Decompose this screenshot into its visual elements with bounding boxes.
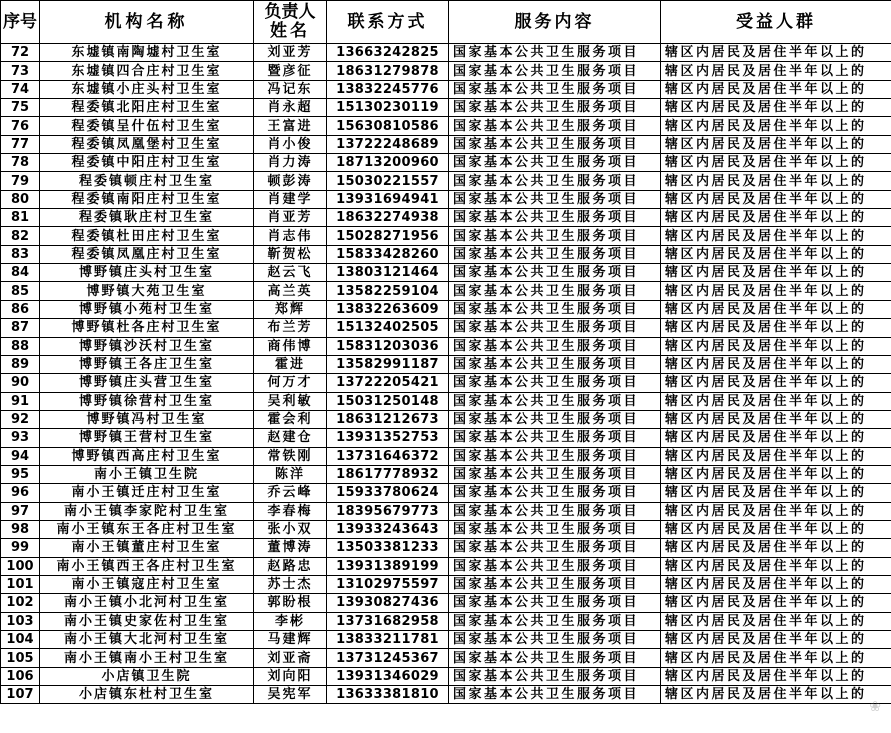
row-phone: 13933243643 (327, 520, 449, 538)
row-group: 辖区内居民及居住半年以上的 (661, 667, 891, 685)
row-org: 南小王镇西王各庄村卫生室 (40, 557, 254, 575)
row-phone: 13832263609 (327, 300, 449, 318)
table-row (1, 649, 891, 667)
row-phone: 13931694941 (327, 190, 449, 208)
row-no: 93 (1, 429, 40, 447)
table-row (1, 631, 891, 649)
header-phone: 联系方式 (327, 1, 449, 44)
row-service: 国家基本公共卫生服务项目 (449, 667, 661, 685)
row-no: 79 (1, 172, 40, 190)
row-group: 辖区内居民及居住半年以上的 (661, 319, 891, 337)
row-no: 80 (1, 190, 40, 208)
row-no: 104 (1, 631, 40, 649)
row-service: 国家基本公共卫生服务项目 (449, 172, 661, 190)
row-org: 程委镇杜田庄村卫生室 (40, 227, 254, 245)
row-group: 辖区内居民及居住半年以上的 (661, 209, 891, 227)
row-phone: 15833428260 (327, 245, 449, 263)
row-name: 吴宪军 (254, 686, 327, 704)
row-no: 98 (1, 520, 40, 538)
row-group: 辖区内居民及居住半年以上的 (661, 62, 891, 80)
row-group: 辖区内居民及居住半年以上的 (661, 557, 891, 575)
row-no: 84 (1, 264, 40, 282)
row-group: 辖区内居民及居住半年以上的 (661, 575, 891, 593)
row-no: 105 (1, 649, 40, 667)
row-name: 顿彭涛 (254, 172, 327, 190)
row-group: 辖区内居民及居住半年以上的 (661, 649, 891, 667)
row-org: 程委镇顿庄村卫生室 (40, 172, 254, 190)
row-group: 辖区内居民及居住半年以上的 (661, 686, 891, 704)
table-row (1, 392, 891, 410)
table-row (1, 539, 891, 557)
row-group: 辖区内居民及居住半年以上的 (661, 245, 891, 263)
row-name: 董博涛 (254, 539, 327, 557)
row-org: 南小王镇大北河村卫生室 (40, 631, 254, 649)
row-phone: 13722205421 (327, 374, 449, 392)
row-org: 博野镇大苑卫生室 (40, 282, 254, 300)
row-service: 国家基本公共卫生服务项目 (449, 62, 661, 80)
table-row (1, 209, 891, 227)
table-row (1, 227, 891, 245)
table-row (1, 319, 891, 337)
row-phone: 13832245776 (327, 80, 449, 98)
header-row (1, 1, 891, 44)
row-phone: 18713200960 (327, 154, 449, 172)
row-name: 肖亚芳 (254, 209, 327, 227)
row-service: 国家基本公共卫生服务项目 (449, 264, 661, 282)
row-phone: 15933780624 (327, 484, 449, 502)
row-service: 国家基本公共卫生服务项目 (449, 631, 661, 649)
row-service: 国家基本公共卫生服务项目 (449, 520, 661, 538)
row-name: 乔云峰 (254, 484, 327, 502)
row-name: 霍会利 (254, 410, 327, 428)
row-no: 83 (1, 245, 40, 263)
row-group: 辖区内居民及居住半年以上的 (661, 172, 891, 190)
row-service: 国家基本公共卫生服务项目 (449, 117, 661, 135)
table-row (1, 575, 891, 593)
table-row (1, 282, 891, 300)
row-group: 辖区内居民及居住半年以上的 (661, 227, 891, 245)
row-no: 100 (1, 557, 40, 575)
table-row (1, 62, 891, 80)
row-no: 96 (1, 484, 40, 502)
row-org: 南小王镇史家佐村卫生室 (40, 612, 254, 630)
row-service: 国家基本公共卫生服务项目 (449, 465, 661, 483)
row-service: 国家基本公共卫生服务项目 (449, 557, 661, 575)
row-no: 97 (1, 502, 40, 520)
row-name: 苏士杰 (254, 575, 327, 593)
row-org: 南小王镇寇庄村卫生室 (40, 575, 254, 593)
row-phone: 15031250148 (327, 392, 449, 410)
row-no: 91 (1, 392, 40, 410)
row-no: 103 (1, 612, 40, 630)
row-name: 常铁刚 (254, 447, 327, 465)
row-service: 国家基本公共卫生服务项目 (449, 209, 661, 227)
row-phone: 18631212673 (327, 410, 449, 428)
header-service: 服务内容 (449, 1, 661, 44)
row-org: 程委镇南阳庄村卫生室 (40, 190, 254, 208)
row-no: 107 (1, 686, 40, 704)
row-org: 程委镇中阳庄村卫生室 (40, 154, 254, 172)
row-service: 国家基本公共卫生服务项目 (449, 612, 661, 630)
row-phone: 13102975597 (327, 575, 449, 593)
table-row (1, 447, 891, 465)
row-phone: 13633381810 (327, 686, 449, 704)
row-group: 辖区内居民及居住半年以上的 (661, 392, 891, 410)
row-phone: 13663242825 (327, 44, 449, 62)
row-name: 何万才 (254, 374, 327, 392)
row-group: 辖区内居民及居住半年以上的 (661, 410, 891, 428)
row-group: 辖区内居民及居住半年以上的 (661, 520, 891, 538)
table-row (1, 594, 891, 612)
row-service: 国家基本公共卫生服务项目 (449, 649, 661, 667)
row-service: 国家基本公共卫生服务项目 (449, 594, 661, 612)
table-row (1, 190, 891, 208)
row-org: 程委镇凤凰堡村卫生室 (40, 135, 254, 153)
row-name: 郑辉 (254, 300, 327, 318)
row-service: 国家基本公共卫生服务项目 (449, 429, 661, 447)
row-phone: 15831203036 (327, 337, 449, 355)
row-name: 肖力涛 (254, 154, 327, 172)
row-service: 国家基本公共卫生服务项目 (449, 300, 661, 318)
row-phone: 18631279878 (327, 62, 449, 80)
table-row (1, 99, 891, 117)
row-name: 刘向阳 (254, 667, 327, 685)
row-org: 博野镇杜各庄村卫生室 (40, 319, 254, 337)
row-service: 国家基本公共卫生服务项目 (449, 447, 661, 465)
row-org: 博野镇西高庄村卫生室 (40, 447, 254, 465)
table-row (1, 44, 891, 62)
header-name-line2: 姓名 (270, 21, 310, 41)
row-org: 程委镇北阳庄村卫生室 (40, 99, 254, 117)
row-phone: 15030221557 (327, 172, 449, 190)
row-no: 90 (1, 374, 40, 392)
row-phone: 15130230119 (327, 99, 449, 117)
row-group: 辖区内居民及居住半年以上的 (661, 190, 891, 208)
table-row (1, 172, 891, 190)
row-service: 国家基本公共卫生服务项目 (449, 135, 661, 153)
row-org: 程委镇呈什伍村卫生室 (40, 117, 254, 135)
row-no: 101 (1, 575, 40, 593)
row-service: 国家基本公共卫生服务项目 (449, 227, 661, 245)
row-no: 81 (1, 209, 40, 227)
row-no: 87 (1, 319, 40, 337)
row-no: 75 (1, 99, 40, 117)
row-no: 106 (1, 667, 40, 685)
row-org: 博野镇沙沃村卫生室 (40, 337, 254, 355)
row-no: 77 (1, 135, 40, 153)
row-group: 辖区内居民及居住半年以上的 (661, 154, 891, 172)
row-org: 博野镇庄头营卫生室 (40, 374, 254, 392)
table-row (1, 465, 891, 483)
row-group: 辖区内居民及居住半年以上的 (661, 539, 891, 557)
row-service: 国家基本公共卫生服务项目 (449, 319, 661, 337)
row-service: 国家基本公共卫生服务项目 (449, 410, 661, 428)
row-org: 东墟镇四合庄村卫生室 (40, 62, 254, 80)
table-row (1, 612, 891, 630)
row-org: 程委镇凤凰庄村卫生室 (40, 245, 254, 263)
row-group: 辖区内居民及居住半年以上的 (661, 374, 891, 392)
row-no: 73 (1, 62, 40, 80)
row-name: 刘亚芳 (254, 44, 327, 62)
row-phone: 13731245367 (327, 649, 449, 667)
row-name: 郭盼根 (254, 594, 327, 612)
header-name-line1: 负责人 (264, 2, 316, 22)
row-phone: 18395679773 (327, 502, 449, 520)
table-row (1, 502, 891, 520)
row-no: 85 (1, 282, 40, 300)
table-row (1, 355, 891, 373)
row-phone: 13582991187 (327, 355, 449, 373)
row-service: 国家基本公共卫生服务项目 (449, 154, 661, 172)
row-group: 辖区内居民及居住半年以上的 (661, 99, 891, 117)
row-group: 辖区内居民及居住半年以上的 (661, 80, 891, 98)
row-group: 辖区内居民及居住半年以上的 (661, 44, 891, 62)
row-name: 商伟博 (254, 337, 327, 355)
table-row (1, 300, 891, 318)
row-name: 肖志伟 (254, 227, 327, 245)
row-no: 89 (1, 355, 40, 373)
row-name: 赵路忠 (254, 557, 327, 575)
row-service: 国家基本公共卫生服务项目 (449, 575, 661, 593)
row-name: 赵建仓 (254, 429, 327, 447)
row-org: 东墟镇小庄头村卫生室 (40, 80, 254, 98)
row-phone: 13931352753 (327, 429, 449, 447)
row-group: 辖区内居民及居住半年以上的 (661, 135, 891, 153)
row-name: 高兰英 (254, 282, 327, 300)
table-row (1, 264, 891, 282)
row-phone: 13731682958 (327, 612, 449, 630)
table-row (1, 245, 891, 263)
row-name: 肖永超 (254, 99, 327, 117)
row-group: 辖区内居民及居住半年以上的 (661, 117, 891, 135)
row-service: 国家基本公共卫生服务项目 (449, 282, 661, 300)
row-group: 辖区内居民及居住半年以上的 (661, 631, 891, 649)
table-row (1, 557, 891, 575)
table-row (1, 337, 891, 355)
row-no: 82 (1, 227, 40, 245)
row-phone: 13503381233 (327, 539, 449, 557)
row-service: 国家基本公共卫生服务项目 (449, 539, 661, 557)
row-service: 国家基本公共卫生服务项目 (449, 392, 661, 410)
row-no: 76 (1, 117, 40, 135)
row-group: 辖区内居民及居住半年以上的 (661, 429, 891, 447)
row-phone: 15028271956 (327, 227, 449, 245)
row-name: 李春梅 (254, 502, 327, 520)
row-name: 赵云飞 (254, 264, 327, 282)
table-row (1, 686, 891, 704)
row-org: 博野镇徐营村卫生室 (40, 392, 254, 410)
row-phone: 13731646372 (327, 447, 449, 465)
row-name: 暨彦征 (254, 62, 327, 80)
row-no: 95 (1, 465, 40, 483)
row-name: 肖建学 (254, 190, 327, 208)
row-no: 78 (1, 154, 40, 172)
row-no: 94 (1, 447, 40, 465)
row-org: 博野镇冯村卫生室 (40, 410, 254, 428)
row-org: 南小王镇东王各庄村卫生室 (40, 520, 254, 538)
watermark-logo: ❀ (869, 699, 881, 715)
row-name: 肖小俊 (254, 135, 327, 153)
row-phone: 13722248689 (327, 135, 449, 153)
row-name: 马建辉 (254, 631, 327, 649)
row-name: 张小双 (254, 520, 327, 538)
row-service: 国家基本公共卫生服务项目 (449, 245, 661, 263)
row-service: 国家基本公共卫生服务项目 (449, 80, 661, 98)
row-name: 吴利敏 (254, 392, 327, 410)
table-row (1, 410, 891, 428)
row-service: 国家基本公共卫生服务项目 (449, 99, 661, 117)
row-org: 南小王镇董庄村卫生室 (40, 539, 254, 557)
row-org: 南小王镇卫生院 (40, 465, 254, 483)
row-org: 博野镇王营村卫生室 (40, 429, 254, 447)
row-org: 程委镇耿庄村卫生室 (40, 209, 254, 227)
row-no: 99 (1, 539, 40, 557)
table-row (1, 667, 891, 685)
row-group: 辖区内居民及居住半年以上的 (661, 355, 891, 373)
row-phone: 13833211781 (327, 631, 449, 649)
row-no: 102 (1, 594, 40, 612)
row-service: 国家基本公共卫生服务项目 (449, 502, 661, 520)
row-org: 博野镇庄头村卫生室 (40, 264, 254, 282)
row-no: 74 (1, 80, 40, 98)
row-group: 辖区内居民及居住半年以上的 (661, 282, 891, 300)
row-service: 国家基本公共卫生服务项目 (449, 686, 661, 704)
header-name (254, 1, 327, 44)
row-name: 李彬 (254, 612, 327, 630)
row-group: 辖区内居民及居住半年以上的 (661, 447, 891, 465)
row-group: 辖区内居民及居住半年以上的 (661, 465, 891, 483)
row-group: 辖区内居民及居住半年以上的 (661, 612, 891, 630)
row-no: 88 (1, 337, 40, 355)
row-org: 小店镇东杜村卫生室 (40, 686, 254, 704)
row-group: 辖区内居民及居住半年以上的 (661, 337, 891, 355)
table-row (1, 374, 891, 392)
row-group: 辖区内居民及居住半年以上的 (661, 502, 891, 520)
row-group: 辖区内居民及居住半年以上的 (661, 264, 891, 282)
row-name: 陈洋 (254, 465, 327, 483)
row-phone: 13803121464 (327, 264, 449, 282)
row-group: 辖区内居民及居住半年以上的 (661, 484, 891, 502)
row-phone: 13931346029 (327, 667, 449, 685)
table-row (1, 117, 891, 135)
row-org: 南小王镇李家陀村卫生室 (40, 502, 254, 520)
row-service: 国家基本公共卫生服务项目 (449, 190, 661, 208)
header-org: 机构名称 (40, 1, 254, 44)
row-name: 霍进 (254, 355, 327, 373)
row-org: 东墟镇南陶墟村卫生室 (40, 44, 254, 62)
row-org: 南小王镇迁庄村卫生室 (40, 484, 254, 502)
row-no: 86 (1, 300, 40, 318)
table-row (1, 154, 891, 172)
row-name: 刘亚斋 (254, 649, 327, 667)
header-no: 序号 (1, 1, 40, 44)
table-row (1, 484, 891, 502)
row-name: 靳贺松 (254, 245, 327, 263)
table-row (1, 135, 891, 153)
row-group: 辖区内居民及居住半年以上的 (661, 300, 891, 318)
row-service: 国家基本公共卫生服务项目 (449, 484, 661, 502)
row-phone: 18617778932 (327, 465, 449, 483)
row-no: 72 (1, 44, 40, 62)
row-name: 王富进 (254, 117, 327, 135)
table-body (1, 44, 891, 704)
row-service: 国家基本公共卫生服务项目 (449, 374, 661, 392)
table-row (1, 520, 891, 538)
row-phone: 13930827436 (327, 594, 449, 612)
row-org: 南小王镇南小王村卫生室 (40, 649, 254, 667)
row-phone: 13582259104 (327, 282, 449, 300)
row-name: 冯记东 (254, 80, 327, 98)
row-group: 辖区内居民及居住半年以上的 (661, 594, 891, 612)
row-service: 国家基本公共卫生服务项目 (449, 355, 661, 373)
row-phone: 13931389199 (327, 557, 449, 575)
row-name: 布兰芳 (254, 319, 327, 337)
row-no: 92 (1, 410, 40, 428)
table-row (1, 429, 891, 447)
row-phone: 15132402505 (327, 319, 449, 337)
row-org: 博野镇王各庄卫生室 (40, 355, 254, 373)
header-group: 受益人群 (661, 1, 891, 44)
row-org: 博野镇小苑村卫生室 (40, 300, 254, 318)
row-service: 国家基本公共卫生服务项目 (449, 337, 661, 355)
row-service: 国家基本公共卫生服务项目 (449, 44, 661, 62)
row-org: 南小王镇小北河村卫生室 (40, 594, 254, 612)
row-phone: 15630810586 (327, 117, 449, 135)
table-row (1, 80, 891, 98)
row-phone: 18632274938 (327, 209, 449, 227)
row-org: 小店镇卫生院 (40, 667, 254, 685)
